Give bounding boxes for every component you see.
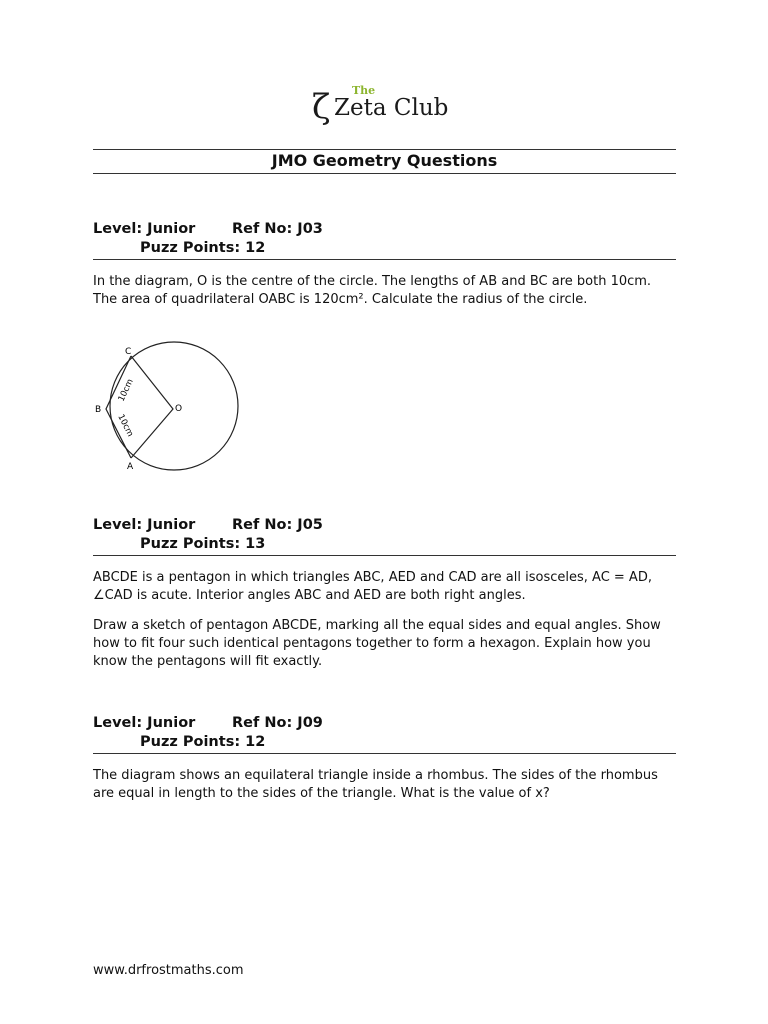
question-header bbox=[93, 714, 323, 750]
question-points: Puzz Points: 12 bbox=[140, 734, 266, 750]
question-points: Puzz Points: 13 bbox=[140, 536, 266, 552]
question-text: ABCDE is a pentagon in which triangles ABC, AED and CAD are all isosceles, AC = AD, ∠CAD is acute. Interior angles ABC and AED are both right angles. bbox=[93, 570, 652, 603]
segment-label-ab: 10cm bbox=[115, 412, 136, 439]
question-ref: Ref No: J09 bbox=[232, 715, 323, 731]
question-text: The diagram shows an equilateral triangle inside a rhombus. The sides of the rhombus are equal in length to the sides of the triangle. What is the value of x? bbox=[93, 768, 658, 801]
question-ref: Ref No: J03 bbox=[232, 221, 323, 237]
question-level: Level: Junior bbox=[93, 517, 196, 533]
zeta-club-logo bbox=[312, 84, 472, 134]
question-header bbox=[93, 220, 323, 256]
point-label-a: A bbox=[127, 462, 134, 472]
logo-the-text: The bbox=[352, 84, 376, 97]
zeta-symbol: ζ bbox=[312, 87, 331, 127]
question-ref: Ref No: J05 bbox=[232, 517, 323, 533]
radii-oa-oc bbox=[131, 356, 173, 458]
circle-diagram bbox=[90, 340, 250, 475]
point-label-c: C bbox=[125, 347, 132, 357]
title-top-rule bbox=[93, 149, 676, 150]
question-level: Level: Junior bbox=[93, 715, 196, 731]
question-points: Puzz Points: 12 bbox=[140, 240, 266, 256]
question-rule bbox=[93, 753, 676, 754]
document-title: JMO Geometry Questions bbox=[271, 151, 498, 170]
question-level: Level: Junior bbox=[93, 221, 196, 237]
question-text: Draw a sketch of pentagon ABCDE, marking all the equal sides and equal angles. Show how to fit four such identical pentagons together to form a hexagon. Explain how you know the pentagons will fit exactly. bbox=[93, 618, 661, 669]
question-text: In the diagram, O is the centre of the circle. The lengths of AB and BC are both 10cm. The area of quadrilateral OABC is 120cm². Calculate the radius of the circle. bbox=[93, 274, 652, 307]
logo-name-text: Zeta Club bbox=[334, 95, 449, 121]
question-rule bbox=[93, 555, 676, 556]
point-label-o: O bbox=[175, 404, 183, 414]
question-header bbox=[93, 516, 323, 552]
point-label-b: B bbox=[95, 405, 102, 415]
segment-label-bc: 10cm bbox=[116, 377, 136, 404]
footer-url: www.drfrostmaths.com bbox=[93, 963, 244, 978]
title-bottom-rule bbox=[93, 173, 676, 174]
question-rule bbox=[93, 259, 676, 260]
